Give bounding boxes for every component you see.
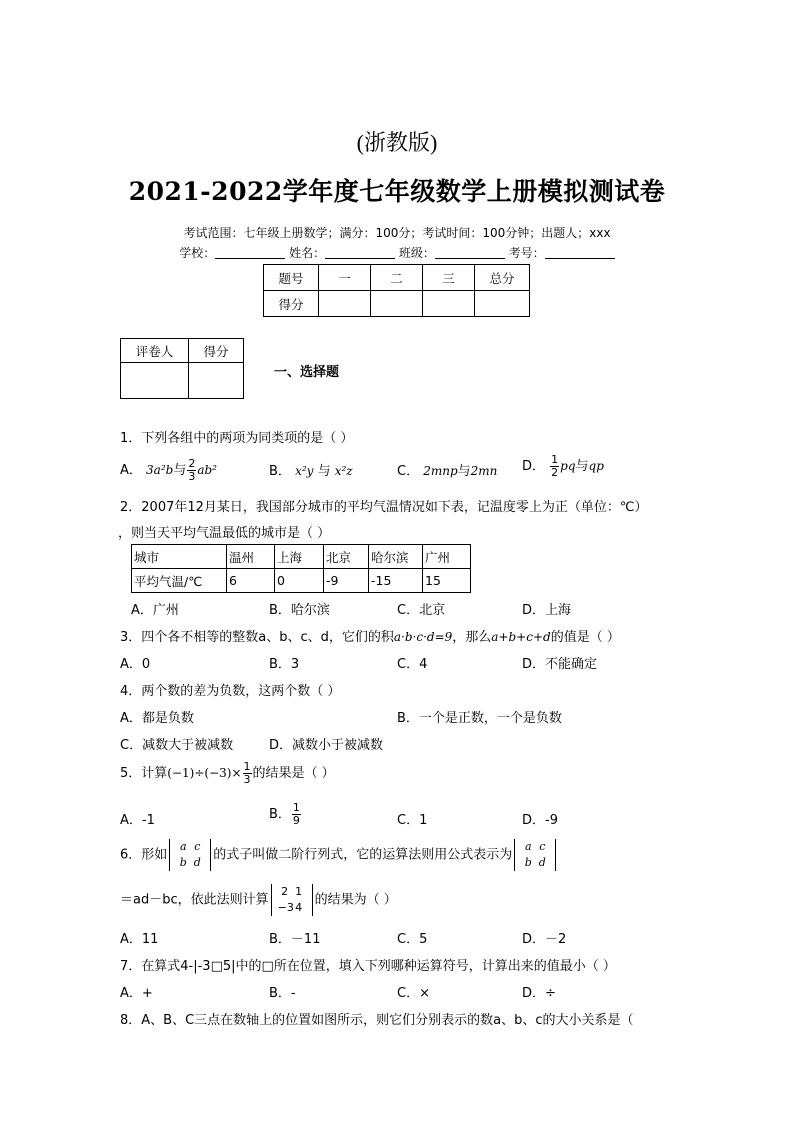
det-entry: a: [525, 840, 532, 853]
math-term: 2mn: [470, 464, 498, 478]
fraction: [292, 802, 301, 827]
q3-option-d[interactable]: D．不能确定: [522, 657, 598, 672]
grader-table: [120, 338, 244, 399]
q2-option-d[interactable]: D．上海: [522, 603, 572, 618]
question-6-line2: [120, 884, 397, 916]
denominator: 3: [243, 773, 251, 786]
q4-option-c[interactable]: C．减数大于被减数: [120, 738, 234, 753]
temperature-table: [131, 544, 471, 593]
q1-option-c[interactable]: [397, 460, 497, 479]
question-6-line1: [120, 839, 558, 871]
score-cell[interactable]: [475, 291, 530, 317]
numerator: 1: [551, 453, 559, 466]
q3-text: ，那么: [452, 630, 492, 645]
fraction: [243, 761, 252, 786]
determinant: [271, 884, 313, 916]
q5-text: 5．计算: [120, 766, 168, 781]
question-1: 1．下列各组中的两项为同类项的是（ ）: [120, 431, 354, 446]
q3-text: 3．四个各不相等的整数a、b、c、d，它们的积: [120, 630, 394, 645]
class-label: 班级：: [398, 246, 435, 260]
score-table-header: 三: [423, 265, 475, 291]
grader-cell[interactable]: [121, 363, 189, 399]
det-entry: b: [524, 856, 532, 869]
det-entry: a: [180, 840, 187, 853]
q2-option-a[interactable]: A．广州: [131, 603, 179, 618]
score-cell[interactable]: [371, 291, 423, 317]
grader-cell[interactable]: [189, 363, 244, 399]
math-expression: a+b+c+d: [491, 630, 551, 644]
exam-info: 考试范围：七年级上册数学；满分：100分；考试时间：100分钟；出题人；xxx: [183, 226, 611, 240]
temp-header: 广州: [423, 545, 471, 569]
q1-option-d[interactable]: [522, 454, 604, 479]
student-fields: [0, 244, 794, 261]
q6-text: 的结果为（ ）: [314, 892, 397, 908]
section-title: 一、选择题: [274, 365, 340, 380]
determinant: [169, 839, 211, 871]
number-label: 考号：: [508, 246, 545, 260]
denominator: 2: [551, 466, 559, 479]
score-table-header: 总分: [475, 265, 530, 291]
q6-option-a[interactable]: A．11: [120, 932, 159, 947]
temp-cell: -15: [369, 569, 423, 593]
det-entry: c: [194, 840, 201, 853]
q5-option-c[interactable]: C．1: [397, 813, 428, 828]
det-entry: 2: [281, 885, 289, 898]
math-term: 3a²b: [146, 463, 174, 477]
denominator: 9: [292, 814, 300, 827]
connector: 与: [317, 464, 331, 479]
temp-header: 温州: [227, 545, 275, 569]
grader-header: 得分: [189, 339, 244, 363]
class-blank[interactable]: [435, 246, 505, 259]
temp-cell: -9: [324, 569, 369, 593]
math-term: ab²: [197, 463, 217, 477]
temp-header: 上海: [275, 545, 324, 569]
numerator: 1: [292, 801, 300, 814]
connector: 与: [575, 459, 589, 474]
numerator: 2: [188, 457, 196, 470]
score-table-header: 一: [319, 265, 371, 291]
connector: 与: [173, 463, 187, 478]
score-row-label: 得分: [264, 291, 319, 317]
q5-text: 的结果是（ ）: [252, 766, 335, 781]
question-2-line2: ，则当天平均气温最低的城市是（ ）: [118, 526, 331, 541]
q6-text: 6．形如: [120, 847, 168, 863]
score-table-header: 题号: [264, 265, 319, 291]
q1-option-a[interactable]: [120, 458, 217, 483]
det-entry: 4: [295, 901, 303, 914]
det-entry: b: [179, 856, 187, 869]
det-entry: 1: [295, 885, 303, 898]
det-entry: −3: [277, 901, 294, 914]
number-blank[interactable]: [545, 246, 615, 259]
school-label: 学校：: [179, 246, 216, 260]
q3-text: 的值是（ ）: [550, 630, 620, 645]
score-table-header: 二: [371, 265, 423, 291]
q6-text: ＝ad－bc，依此法则计算: [120, 892, 269, 908]
score-cell[interactable]: [319, 291, 371, 317]
temp-header: 北京: [324, 545, 369, 569]
numerator: 1: [243, 760, 251, 773]
page-title: 2021-2022学年度七年级数学上册模拟测试卷: [128, 177, 666, 206]
q7-option-b[interactable]: B．-: [269, 986, 296, 1001]
denominator: 3: [188, 470, 196, 483]
subtitle: (浙教版): [356, 130, 438, 155]
question-2-line1: 2．2007年12月某日，我国部分城市的平均气温情况如下表，记温度零上为正（单位：℃）: [120, 500, 648, 515]
math-term: x²y: [295, 464, 314, 478]
temp-header: 哈尔滨: [369, 545, 423, 569]
q7-option-a[interactable]: A．+: [120, 986, 153, 1001]
q3-option-b[interactable]: B．3: [269, 657, 300, 672]
determinant: [514, 839, 556, 871]
q2-option-b[interactable]: B．哈尔滨: [269, 603, 330, 618]
q6-option-d[interactable]: D．－2: [522, 932, 567, 947]
option-label: D．: [522, 459, 546, 474]
math-term: x²z: [334, 464, 353, 478]
temp-cell: 15: [423, 569, 471, 593]
q4-option-b[interactable]: B．一个是正数，一个是负数: [397, 711, 562, 726]
temp-cell: 0: [275, 569, 324, 593]
fraction: [550, 454, 559, 479]
connector: 与: [457, 464, 471, 479]
temp-header: 城市: [132, 545, 227, 569]
q6-option-b[interactable]: B．－11: [269, 932, 321, 947]
option-label: A．: [120, 463, 142, 478]
option-label: C．: [397, 464, 420, 479]
math-expression: (−1)÷(−3)×: [167, 766, 242, 780]
q6-text: 的式子叫做二阶行列式，它的运算法则用公式表示为: [213, 847, 513, 863]
q4-option-a[interactable]: A．都是负数: [120, 711, 194, 726]
det-entry: d: [193, 856, 201, 869]
question-8: 8．A、B、C三点在数轴上的位置如图所示，则它们分别表示的数a、b、c的大小关系是（: [120, 1013, 634, 1028]
q6-option-c[interactable]: C．5: [397, 932, 428, 947]
name-blank[interactable]: [325, 246, 395, 259]
q3-option-a[interactable]: A．0: [120, 657, 151, 672]
q5-option-d[interactable]: D．-9: [522, 813, 558, 828]
fraction: [187, 458, 196, 483]
q3-option-c[interactable]: C．4: [397, 657, 428, 672]
question-4: 4．两个数的差为负数，这两个数（ ）: [120, 684, 341, 699]
math-term: 2mnp: [423, 464, 458, 478]
question-5: [120, 761, 335, 786]
det-entry: c: [539, 840, 546, 853]
school-blank[interactable]: [215, 246, 285, 259]
question-7: 7．在算式4-|-3□5|中的□所在位置，填入下列哪种运算符号，计算出来的值最小（ ）: [120, 959, 616, 974]
q4-option-d[interactable]: D．减数小于被减数: [269, 738, 384, 753]
score-table: [263, 264, 530, 317]
q7-option-c[interactable]: C．×: [397, 986, 430, 1001]
math-term: qp: [588, 459, 604, 473]
math-term: pq: [560, 459, 576, 473]
q1-option-b[interactable]: [269, 460, 353, 479]
name-label: 姓名：: [289, 246, 326, 260]
option-label: B．: [269, 464, 291, 479]
det-entry: d: [538, 856, 546, 869]
temp-cell: 平均气温/℃: [132, 569, 227, 593]
question-3: [120, 626, 620, 645]
grader-header: 评卷人: [121, 339, 189, 363]
option-label: B．: [269, 807, 291, 822]
q5-option-b[interactable]: [269, 802, 302, 827]
score-cell[interactable]: [423, 291, 475, 317]
math-expression: a·b·c·d=9: [393, 630, 453, 644]
temp-cell: 6: [227, 569, 275, 593]
q5-option-a[interactable]: A．-1: [120, 813, 155, 828]
q7-option-d[interactable]: D．÷: [522, 986, 556, 1001]
q2-option-c[interactable]: C．北京: [397, 603, 446, 618]
